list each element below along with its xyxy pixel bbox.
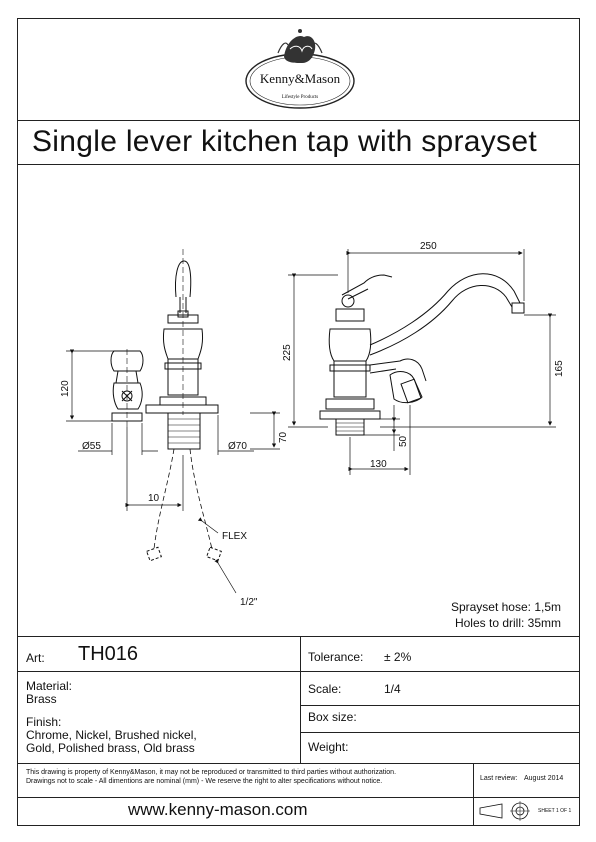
note-holes: Holes to drill: 35mm xyxy=(454,616,561,630)
weight-label: Weight: xyxy=(308,740,349,754)
website[interactable]: www.kenny-mason.com xyxy=(128,800,308,819)
label-half-inch: 1/2" xyxy=(240,597,258,608)
dim-225: 225 xyxy=(282,344,293,361)
divider xyxy=(300,705,579,706)
dim-diameter-55: Ø55 xyxy=(82,441,101,452)
dim-250: 250 xyxy=(420,241,437,252)
sprayset-front-view xyxy=(111,349,143,427)
note-hose: Sprayset hose: 1,5m xyxy=(450,600,561,614)
divider xyxy=(18,763,579,764)
tolerance-value: ± 2% xyxy=(384,650,412,664)
last-review-label: Last review: xyxy=(480,775,518,782)
finish-line-1: Chrome, Nickel, Brushed nickel, xyxy=(26,728,197,742)
material-value: Brass xyxy=(26,692,57,706)
dim-50: 50 xyxy=(398,435,409,447)
material-label: Material: xyxy=(26,679,73,693)
legal-text-2: Drawings not to scale - All dimentions are nominal (mm) - We reserve the right to alter specifications without notice. xyxy=(26,778,383,785)
tap-side-view xyxy=(320,274,524,435)
tap-front-view xyxy=(146,249,221,561)
tolerance-label: Tolerance: xyxy=(308,650,364,664)
divider xyxy=(18,636,579,637)
projection-symbol-icon xyxy=(476,800,538,822)
divider xyxy=(300,636,301,763)
divider xyxy=(18,671,579,672)
scale-value: 1/4 xyxy=(384,682,401,696)
divider xyxy=(300,732,579,733)
dim-diameter-70: Ø70 xyxy=(228,441,247,452)
dim-70: 70 xyxy=(278,431,289,443)
finish-line-2: Gold, Polished brass, Old brass xyxy=(26,741,195,755)
label-flex: FLEX xyxy=(222,531,248,542)
divider xyxy=(18,120,579,121)
art-label: Art: xyxy=(26,651,45,665)
page-title: Single lever kitchen tap with sprayset xyxy=(32,125,537,158)
last-review-value: August 2014 xyxy=(524,775,564,782)
technical-drawing xyxy=(18,165,579,635)
drawing-sheet xyxy=(17,18,580,826)
sheet-number: SHEET 1 OF 1 xyxy=(538,808,572,814)
logo-tagline: Lifestyle Products xyxy=(281,95,319,100)
dim-165: 165 xyxy=(554,360,565,377)
scale-label: Scale: xyxy=(308,682,342,696)
dim-120: 120 xyxy=(60,380,71,397)
finish-label: Finish: xyxy=(26,715,62,729)
art-value: TH016 xyxy=(78,643,139,665)
brand-logo xyxy=(242,23,358,115)
box-size-label: Box size: xyxy=(308,710,357,724)
divider xyxy=(473,763,474,825)
dim-130: 130 xyxy=(370,459,387,470)
logo-brand: Kenny&Mason xyxy=(259,71,341,86)
dim-10: 10 xyxy=(148,493,160,504)
legal-text-1: This drawing is property of Kenny&Mason, it may not be reproduced or transmitted to third parties without authorization. xyxy=(26,769,397,776)
divider xyxy=(18,797,579,798)
